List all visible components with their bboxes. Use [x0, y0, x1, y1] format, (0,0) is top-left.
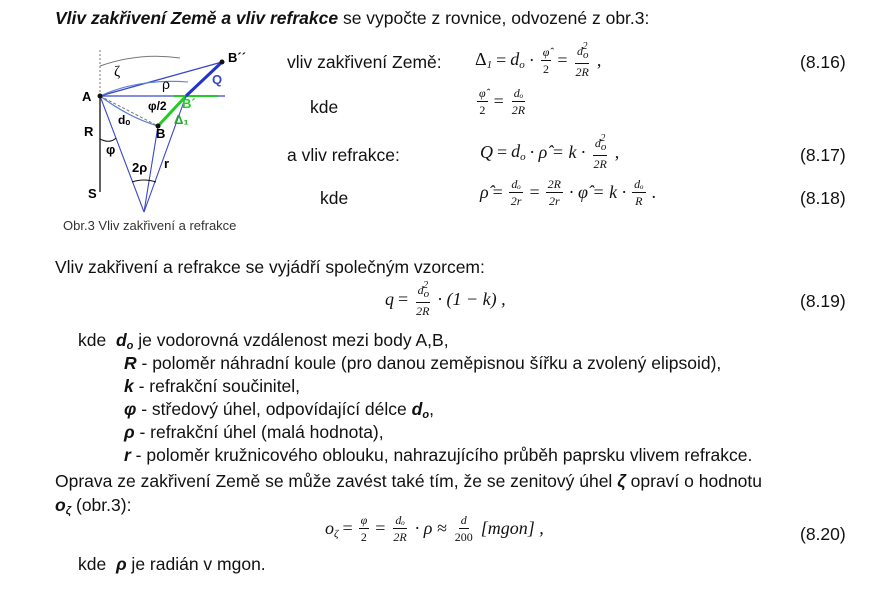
label-a: A [82, 89, 92, 104]
eq818-number: (8.18) [800, 188, 846, 208]
eq819-number: (8.19) [800, 291, 846, 311]
label-r-small: r [164, 156, 170, 171]
sentence-common-formula: Vliv zakřivení a refrakce se vyjádří společným vzorcem: [55, 257, 485, 277]
label-b: B [156, 126, 166, 141]
legend-row-phi: φ - středový úhel, odpovídající délce $d_o$, [124, 399, 434, 421]
legend-row-k: k - refrakční součinitel, [124, 376, 301, 396]
rho2-arc [132, 180, 156, 182]
kde1-word: kde [310, 97, 339, 117]
point-b2 [220, 60, 225, 65]
zeta-arc [100, 56, 180, 66]
label-b1: B´ [182, 96, 196, 111]
label-s: S [88, 186, 97, 201]
eq820-number: (8.20) [800, 524, 846, 544]
legend-row-r: R - poloměr náhradní koule (pro danou zeměpisnou šířku a zvolený elipsoid), [124, 353, 722, 373]
eq817-formula: Q = $d_o$ · ρ̂ = k · $\frac{do^2}{2R}$ , [480, 133, 620, 171]
label-rho: ρ [162, 76, 170, 92]
eq816-number: (8.16) [800, 52, 846, 72]
intro-line [55, 8, 649, 29]
eq820-formula: $o_\zeta$ = $\frac{\varphi}{2}$ = $\frac{\text{dₒ}}{2R}$ · ρ ≈ $\frac{d}{200}$ [mgon] , [325, 513, 544, 544]
intro-title: Vliv zakřivení Země a vliv refrakce [55, 8, 339, 28]
figure-caption: Obr.3 Vliv zakřivení a refrakce [63, 218, 237, 233]
kde1-formula: $\frac{\varphî}{2}$ = $\frac{\text{dₒ}}{2R}$ [479, 86, 526, 117]
refraction-curve [100, 81, 188, 96]
eq816-label: vliv zakřivení Země: [287, 52, 442, 72]
last-line: kde ρ je radián v mgon. [78, 554, 266, 574]
para3-line1: Oprava ze zakřivení Země se může zavést také tím, že se zenitový úhel ζ opraví o hodnotu [55, 471, 763, 491]
intro-rest: se vypočte z rovnice, odvozené z obr.3: [338, 8, 650, 28]
eq819-formula: q = $\frac{do^2}{2R}$ · (1 − k) , [385, 280, 506, 318]
legend-row-rho: ρ - refrakční úhel (malá hodnota), [124, 422, 384, 442]
eq817-label: a vliv refrakce: [287, 145, 400, 165]
eq818-word: kde [320, 188, 349, 208]
phi-arc [100, 138, 116, 141]
para3-line2: $o_\zeta$ (obr.3): [55, 495, 132, 517]
eq818-formula: ρ̂ = $\frac{\text{dₒ}}{2r}$ = $\frac{2R}{2r}$ · φ̂ = k · $\frac{\text{dₒ}}{R}$ . [480, 177, 656, 208]
point-a [98, 94, 103, 99]
label-phi: φ [106, 142, 116, 157]
eq816-formula: $\Delta_1$ = $d_o$ · $\frac{\varphî}{2}$ = $\frac{do^2}{2R}$ , [475, 41, 602, 79]
legend-row-r-small: r - poloměr kružnicového oblouku, nahrazujícího průběh paprsku vlivem refrakce. [124, 445, 753, 465]
label-delta1: Δ₁ [174, 112, 189, 127]
label-b2: B´´ [228, 50, 247, 65]
label-2rho: 2ρ [132, 160, 148, 175]
legend-row-do: kde $d_o$ je vodorovná vzdálenost mezi body A,B, [78, 330, 449, 352]
label-phi2: φ/2 [148, 99, 167, 113]
label-r-big: R [84, 124, 94, 139]
eq817-number: (8.17) [800, 145, 846, 165]
figure-obr3 [70, 44, 270, 222]
label-zeta: ζ [114, 64, 121, 80]
label-q: Q [212, 72, 223, 87]
label-do: dₒ [118, 113, 131, 127]
